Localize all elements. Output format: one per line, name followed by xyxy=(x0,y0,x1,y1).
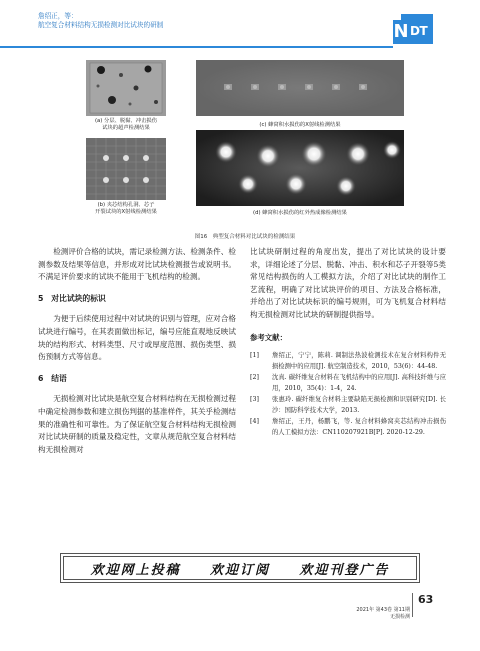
running-head xyxy=(38,12,163,30)
reference-item: [2] 沈真. 碳纤维复合材料在飞机结构中的应用[J]. 高科技纤维与应用，2010，35(4)：1-4，24. xyxy=(250,374,446,392)
page-number-rule xyxy=(412,593,413,617)
reference-item: [4] 詹绍正，王丹，杨鹏飞，等. 复合材料蜂窝夹芯结构冲击损伤的人工模拟方法：CN110207921B[P]. 2020-12-29. xyxy=(250,418,446,436)
figure-16 xyxy=(86,60,404,230)
right-column xyxy=(250,246,446,439)
xray-honeycomb-image xyxy=(196,60,404,116)
paragraph: 无损检测对比试块是航空复合材料结构在无损检测过程中确定检测参数和建立损伤判据的基准样件，其关乎检测结果的准确性和可靠性。为了保证航空复合材料结构无损检测对比试块研制的质量及稳定性，文章从规范航空复合材料结构无损检测对 xyxy=(38,394,236,454)
logo-letter-n: N xyxy=(393,21,409,42)
journal-logo xyxy=(393,14,437,44)
figure-caption: 图16 典型复合材料对比试块的检测结果 xyxy=(194,234,296,240)
banner-submit-text: 欢迎网上投稿 xyxy=(90,562,181,578)
figure-panel-a xyxy=(86,60,166,116)
section-heading-5: 5 对比试块的标识 xyxy=(38,293,106,303)
issue-text: 2021年 第43卷 第11期 xyxy=(356,607,410,613)
figure-panel-b xyxy=(86,138,166,200)
panel-a-caption: (a) 分层、脱黏、冲击损伤 试块的超声检测结果 xyxy=(94,118,158,131)
banner-advertise-text: 欢迎刊登广告 xyxy=(299,562,390,578)
infrared-thermography-image xyxy=(196,130,404,206)
banner-subscribe-text: 欢迎订阅 xyxy=(209,562,270,578)
section-heading-6: 6 结语 xyxy=(38,373,67,383)
header-rule xyxy=(0,46,393,48)
figure-panel-d xyxy=(196,130,404,206)
panel-d-caption: (d) 蜂窝积水损伤的红外热成像检测结果 xyxy=(253,210,347,216)
running-head-title: 航空复合材料结构无损检测对比试块的研制 xyxy=(38,21,164,29)
reference-item: [1] 詹绍正，宁宁，陈莉. 调制法热波检测技术在复合材料构件无损检测中的应用[J]. 航空制造技术，2010，53(6)：44-48. xyxy=(250,352,446,370)
welcome-banner xyxy=(60,553,420,583)
paragraph: 检测评价合格的试块，需记录检测方法、检测条件、检测参数及结果等信息，并形成对比试块检测报告或说明书。不满足评价要求的试块不能用于飞机结构的检测。 xyxy=(38,247,236,282)
paragraph: 为便于后续使用过程中对试块的识别与管理，应对合格试块进行编号，在其表面做出标记，编号应能直观地反映试块的结构形式、材料类型、尺寸或厚度范围、损伤类型、损伤预制方式等信息。 xyxy=(38,314,236,362)
journal-name: 无损检测 xyxy=(389,614,410,620)
references-heading: 参考文献： xyxy=(250,332,287,342)
panel-c-caption: (c) 蜂窝积水损伤的X射线检测结果 xyxy=(259,122,341,128)
paragraph: 比试块研制过程的角度出发，提出了对比试块的设计要求，详细论述了分层、脱黏、冲击、积水和芯子开裂等5类常见结构损伤的人工模拟方法，介绍了对比试块的制作工艺流程，明确了对比试块评价的项目、方法及合格标准，并给出了对比试块标识的编号规则，可为飞机复合材料结构无损检测对比试块的研制提供指导。 xyxy=(250,247,446,319)
logo-letters-dt: DT xyxy=(410,24,428,38)
page-number: 63 xyxy=(418,593,434,606)
ultrasonic-scan-image xyxy=(86,60,166,116)
issue-info xyxy=(356,607,410,621)
reference-item: [3] 张惠玲. 碳纤维复合材料主要缺陷无损检测和识别研究[D]. 长沙：国防科学技术大学，2013. xyxy=(250,396,446,414)
panel-b-caption: (b) 夹芯结构孔洞、芯子 开裂试块的X射线检测结果 xyxy=(95,202,157,215)
left-column xyxy=(38,246,236,456)
xray-sandwich-image xyxy=(86,138,166,200)
page-header xyxy=(0,0,480,50)
figure-panel-c xyxy=(196,60,404,116)
running-head-authors: 詹绍正，等： xyxy=(38,12,78,20)
